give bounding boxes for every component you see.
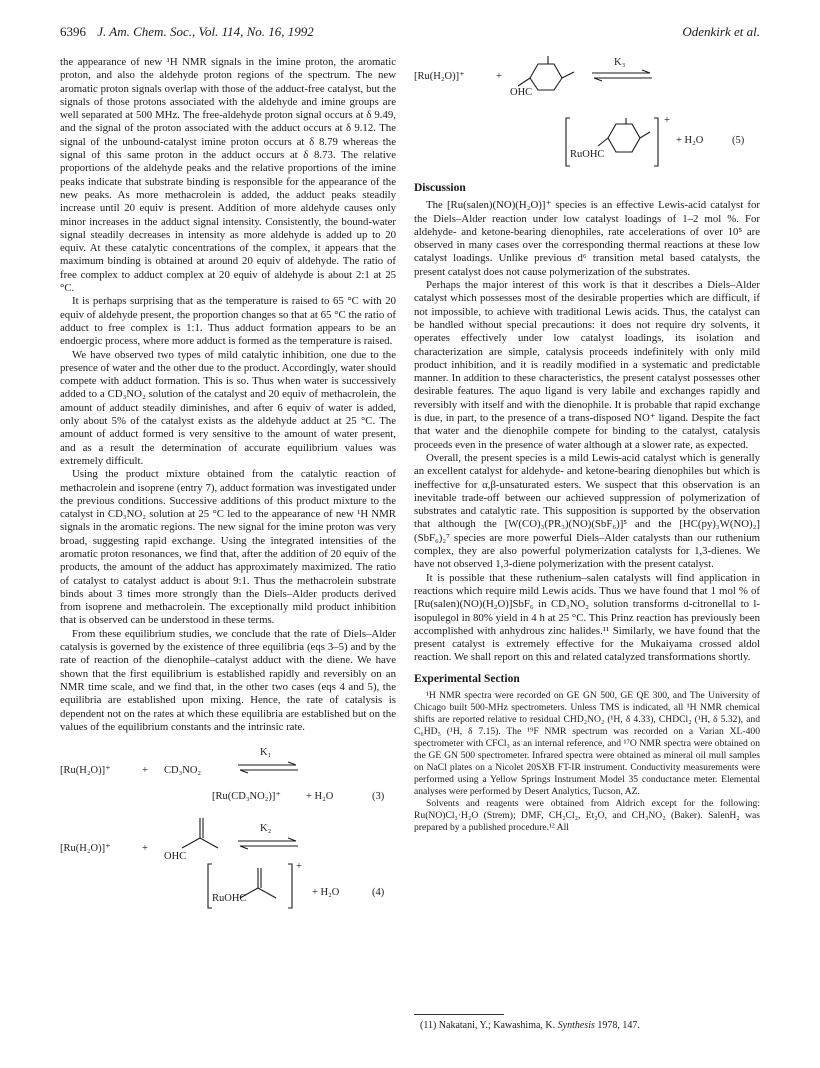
paragraph: ¹H NMR spectra were recorded on GE GN 500, GE QE 300, and The University of Chicago built 500-MHz spectrometers. Unless TMS is indicated, all ¹H NMR chemical shifts are reported relative to residual CHD₂NO₂ (¹H, δ 4.33), CHDCl₂ (¹H, δ 5.32), and C₆HD₅ (¹H, δ 7.15). The ¹⁹F NMR spectrum was recorded on a Varian XL-400 spectrometer with CFCl₃ as an internal reference, and ¹⁷O NMR spectra were obtained on the GE GN 500 spectrometer. Infrared spectra were obtained as mineral oil mull samples on NaCl plates on a Nicolet 20SXB FT-IR instrument. Conductivity measurements were performed using a Yellow Springs Instrument Model 35 conductance meter. Elemental analyses were performed by Desert Analytics, Tucson, AZ. [414, 689, 760, 797]
eq5-number: (5) [732, 135, 745, 146]
footnote [420, 1020, 760, 1031]
eq3-reagent: CD₃NO₂ [164, 765, 202, 777]
eq5-constant: K₃ [614, 57, 626, 68]
eq4-plus: + [142, 843, 148, 855]
equation-5 [414, 56, 760, 174]
equilibrium-arrow [592, 70, 652, 82]
paragraph: Solvents and reagents were obtained from Aldrich except for the following: Ru(NO)Cl₃·H₂O (Strem); DMF, CH₂Cl₂, Et₂O, and CH₃NO₂ (Baker). SalenH₂ was prepared by a published procedure.¹² All [414, 797, 760, 833]
right-column [414, 56, 760, 834]
eq4-constant: K₂ [260, 823, 272, 835]
paragraph: the appearance of new ¹H NMR signals in the imine proton, the aromatic proton, and also the aldehyde proton regions of the spectrum. The new aromatic proton signals overlap with those of the adduct-free catalyst, but the signals of those protons associated with the aldehyde and imine groups are well separated at 500 MHz. The free-aldehyde proton signal occurs at δ 9.49, and the signal of the proton associated with the adduct occurs at δ 9.12. The signal of the unbound-catalyst imine proton occurs at δ 8.79 whereas the signal of this same proton in the adduct occurs at δ 8.73. The relative proportions of the aldehyde peaks and the relative proportions of the imine peaks indicate that substrate binding is responsible for the appearance of the new peaks. As more methacrolein is added, the adduct peaks steadily increase until 20 equiv is present. Addition of more aldehyde causes only minor increases in the adduct signal intensity. Consistently, the bound-water signal steadily decreases in intensity as more aldehyde is added up to 20 equiv. At these catalytic concentrations of the complex, it appears that the maximum binding is obtained at around 20 equiv of aldehyde. The ratio of free complex to adduct complex at 20 equiv of aldehyde is about 2:1 at 25 °C. [60, 56, 396, 295]
paragraph: Overall, the present species is a mild Lewis-acid catalyst which is generally an excellent catalyst for aldehyde- and ketone-bearing dienophiles but which is ineffective for α,β-unsaturated esters. We suspect that this observation is an inevitable trade-off between our achieved suppression of polymerization of substrates and catalytic rate. This supposition is supported by the observation that although the [W(CO)₃(PR₃)(NO)(SbF₆)]⁵ and the [HC(py)₃W(NO)₂](SbF₆)₂⁷ species are more powerful Diels–Alder catalysts than our ruthenium complex, they are also powerful polymerization catalysts for 1,3-dienes. We have not observed 1,3-diene polymerization with the present catalyst. [414, 451, 760, 571]
eq4-reactant: [Ru(H₂O)]⁺ [60, 843, 111, 855]
equilibrium-arrow [238, 838, 298, 850]
left-column [60, 56, 396, 912]
eq5-substrate-label: OHC [510, 87, 533, 98]
eq3-constant: K₁ [260, 747, 272, 759]
discussion-heading: Discussion [414, 182, 466, 194]
paragraph: It is perhaps surprising that as the temperature is raised to 65 °C with 20 equiv of aldehyde present, the proportion changes so that at 65 °C the ratio of adduct to free complex is 1:1. Thus adduct formation appears to be an endoergic process, where more adduct is formed as the temperature is raised. [60, 295, 396, 348]
footnote-prefix: (11) Nakatani, Y.; Kawashima, K. [420, 1020, 556, 1031]
eq3-reactant: [Ru(H₂O)]⁺ [60, 765, 111, 777]
paragraph: It is possible that these ruthenium–salen catalysts will find application in reactions which require mild Lewis acids. Thus we have found that 1 mol % of [Ru(salen)(NO)(H₂O)]SbF₆ in CD₃NO₂ solution transforms d-citronellal to l-isopulegol in 80% yield in 4 h at 25 °C. This Prinz reaction has previously been accomplished with anhydrous zinc halides.¹¹ Similarly, we have found that the present catalyst is extremely effective for the Mukaiyama crossed aldol reaction. We shall report on this and related catalyzed transformations shortly. [414, 571, 760, 664]
header-left [60, 24, 314, 40]
eq4-charge: + [296, 861, 302, 873]
running-header [60, 24, 760, 42]
footnote-journal: Synthesis [557, 1020, 595, 1031]
paragraph: We have observed two types of mild catalytic inhibition, one due to the presence of water and the other due to the product. Accordingly, water should compete with adduct formation. This is so. Thus when water is successively added to a CD₃NO₂ solution of the catalyst and 20 equiv of methacrolein, the amount of adduct steadily diminishes, and after 6 equiv of water is added, only about 5% of the catalyst exists as the aldehyde adduct at 25 °C. The amount of adduct formed is very sensitive to the amount of water present, and as a result the determination of accurate equilibrium values was extremely difficult. [60, 348, 396, 467]
eq3-byproduct: + H₂O [306, 791, 334, 803]
paragraph: From these equilibrium studies, we conclude that the rate of Diels–Alder catalysis is governed by the existence of three equilibria (eqs 3–5) and by the rate of reaction of the dienophile–catalyst adduct with the diene. We have shown that the first equilibrium is established rapidly and reversibly on an NMR time scale, and we find that, in the other two cases (eqs 4 and 5), the equilibria are established upon mixing. Hence, the rate of catalysis is dependent not on the rates at which these equilibria are established but on the values of the equilibrium constants and the intrinsic rate. [60, 627, 396, 733]
eq5-charge: + [664, 115, 670, 126]
header-authors: Odenkirk et al. [682, 24, 760, 39]
eq4-number: (4) [372, 887, 385, 899]
eq4-product-label: RuOHC [212, 893, 247, 905]
paragraph: Perhaps the major interest of this work is that it describes a Diels–Alder catalyst which possesses most of the desirable properties which are difficult, if not impossible, to achieve with traditional Lewis acids. Thus, the catalyst can be handled without special precautions: it does not require dry solvents, it operates effectively under low catalyst loadings, its isolation and characterization are simple, catalysis proceeds indefinitely with only mild product inhibition, and it is readily modified in a systematic and predictable manner. In addition to these characteristics, the present catalyst possesses other desirable features. The aquo ligand is very labile and exchanges rapidly and reversibly with itself and with the dienophile. It is probable that rapid exchange is due, in part, to the presence of a trans-disposed NO⁺ ligand. Despite the fact that water and the dienophile compete for binding to the catalyst, catalysis proceeds even in the presence of water although at a slower rate, as expected. [414, 279, 760, 451]
eq5-product-label: RuOHC [570, 149, 605, 160]
page-number: 6396 [60, 24, 86, 39]
methacrolein-structure [178, 818, 224, 854]
eq3-plus: + [142, 765, 148, 777]
eq4-substrate-label: OHC [164, 851, 187, 863]
eq3-product: [Ru(CD₃NO₂)]⁺ [212, 791, 281, 803]
experimental-heading: Experimental Section [414, 672, 520, 685]
footnote-rule [414, 1014, 504, 1015]
eq5-byproduct: + H₂O [676, 135, 704, 146]
paragraph: Using the product mixture obtained from the catalytic reaction of methacrolein and isoprene (entry 7), adduct formation was investigated under the previous conditions. Successive additions of this product mixture to the catalyst in CD₃NO₂ solution at 25 °C led to the appearance of new ¹H NMR signals in the aromatic regions. The new signal for the imine proton was very broad, suggesting rapid exchange. Using the integrated intensities of the aromatic proton resonances, we find that, after the addition of 20 equiv of the products, the amount of the adduct has approximately maximized. The ratio of catalyst to catalyst adduct is about 9:1. Thus the methacrolein substrate binds about 3 times more strongly than the Diels–Alder products derived from isoprene and methacrolein. The exceptionally mild product inhibition that is observed can be understood in these terms. [60, 468, 396, 627]
eq3-number: (3) [372, 791, 385, 803]
experimental-body [414, 690, 760, 834]
footnote-suffix: 1978, 147. [597, 1020, 640, 1031]
journal-citation: J. Am. Chem. Soc., Vol. 114, No. 16, 1992 [97, 24, 314, 39]
eq4-byproduct: + H₂O [312, 887, 340, 899]
eq5-reactant: [Ru(H₂O)]⁺ [414, 71, 465, 82]
equilibrium-arrow [238, 762, 298, 774]
eq5-plus: + [496, 71, 502, 82]
paragraph: The [Ru(salen)(NO)(H₂O)]⁺ species is an effective Lewis-acid catalyst for the Diels–Alder reaction under low catalyst loadings of 1–2 mol %. For aldehyde- and ketone-bearing dienophiles, rate accelerations of over 10⁵ are observed in many cases over the corresponding thermal reactions at these low catalyst loadings. Unlike previous d⁶ transition metal based catalysts, the present catalyst does not cause polymerization of the substrates. [414, 199, 760, 278]
equation-3 [60, 746, 396, 806]
equation-4 [60, 816, 396, 912]
